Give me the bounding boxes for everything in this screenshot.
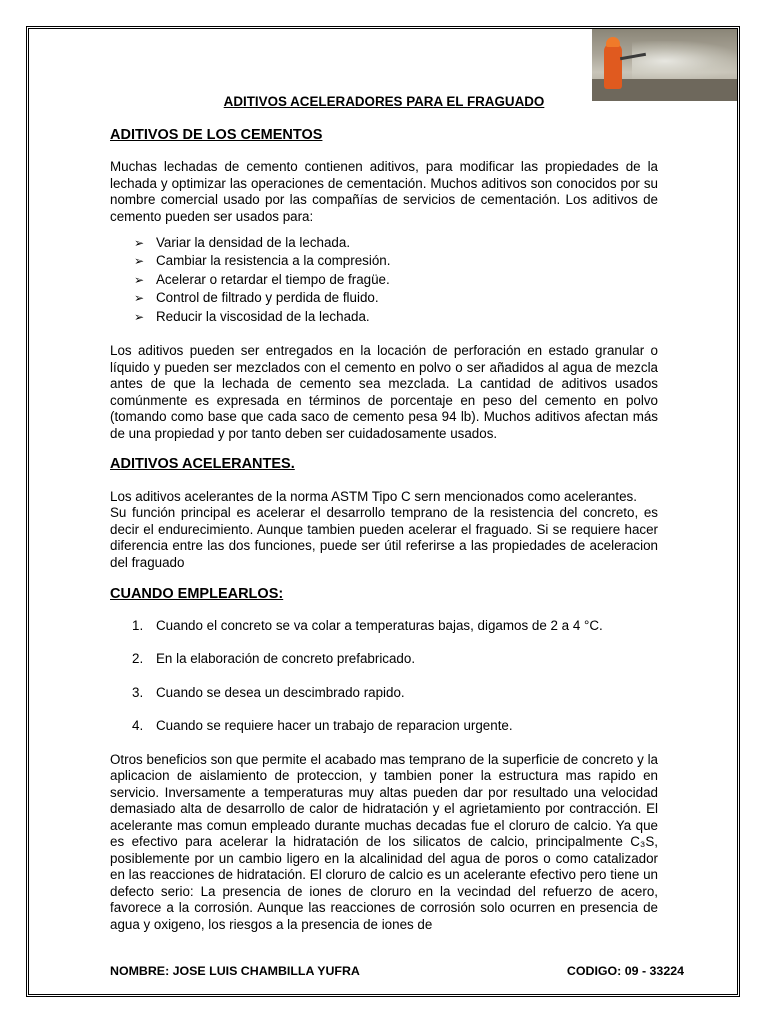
list-item: ➢ Variar la densidad de la lechada. xyxy=(134,234,658,252)
section-heading-acelerantes: ADITIVOS ACELERANTES. xyxy=(110,456,295,473)
list-item: ➢ Reducir la viscosidad de la lechada. xyxy=(134,308,658,326)
arrowhead-bullet-icon: ➢ xyxy=(134,272,145,287)
astm-line: Los aditivos acelerantes de la norma ASTM Tipo C sern mencionados como acelerantes. xyxy=(110,488,637,504)
arrowhead-bullet-icon: ➢ xyxy=(134,236,145,250)
numbered-item: 3. Cuando se desea un descimbrado rapido. xyxy=(132,684,405,700)
when-to-use-list xyxy=(110,618,658,735)
uses-list xyxy=(110,234,658,326)
list-item: ➢ Control de filtrado y perdida de fluido. xyxy=(134,289,658,307)
worker-spraying-concrete-photo xyxy=(592,29,737,101)
document-title: ADITIVOS ACELERADORES PARA EL FRAGUADO xyxy=(223,94,545,109)
helmet xyxy=(606,37,620,47)
spray-cloud xyxy=(632,41,737,81)
numbered-item: 2. En la elaboración de concreto prefabricado. xyxy=(132,651,416,667)
list-item: ➢ Acelerar o retardar el tiempo de fragüe. xyxy=(134,271,658,289)
student-code: CODIGO: 09 - 33224 xyxy=(566,964,684,978)
function-paragraph: Su función principal es acelerar el desarrollo temprano de la resistencia del concreto, es decir el endurecimiento. Aunque tambien pueden acelerar el fraguado. Si se requiere hacer diferencia entre las dos funciones, puede ser útil referirse a las propiedades de aceleracion del fraguado xyxy=(110,505,658,570)
numbered-item: 1. Cuando el concreto se va colar a temperaturas bajas, digamos de 2 a 4 °C. xyxy=(132,617,603,633)
section-heading-cementos: ADITIVOS DE LOS CEMENTOS xyxy=(110,126,323,143)
page-footer xyxy=(110,964,684,980)
intro-paragraph: Muchas lechadas de cemento contienen aditivos, para modificar las propiedades de la lechada y optimizar las operaciones de cementación. Muchos aditivos son conocidos por su nombre comercial usado por las compañías de servicios de cementación. Los aditivos de cemento pueden ser usados para: xyxy=(110,159,658,224)
section-heading-cuando: CUANDO EMPLEARLOS: xyxy=(110,586,284,603)
student-name: NOMBRE: JOSE LUIS CHAMBILLA YUFRA xyxy=(110,964,360,978)
list-item: ➢ Cambiar la resistencia a la compresión. xyxy=(134,252,658,270)
arrowhead-bullet-icon: ➢ xyxy=(134,309,145,324)
worker-figure xyxy=(604,43,622,89)
document-body xyxy=(110,94,658,933)
arrowhead-bullet-icon: ➢ xyxy=(134,254,145,269)
arrowhead-bullet-icon: ➢ xyxy=(134,291,145,306)
benefits-paragraph: Otros beneficios son que permite el acabado mas temprano de la superficie de concreto y la aplicacion de aislamiento de proteccion, y tambien poner la estructura mas rapido en servicio. Inversamente a temperaturas muy altas pueden dar por resultado una velocidad demasiado alta de desarrollo de calor de hidratación y el agrietamiento por contracción. El acelerante mas comun empleado durante muchas decadas fue el cloruro de calcio. Ya que es efectivo para acelerar la hidratación de los silicatos de calcio, principalmente C₃S, posiblemente por un cambio ligero en la alcalinidad del agua de poros o como catalizador en las reacciones de hidratación. El cloruro de calcio es un acelerante efectivo pero tiene un defecto serio: La presencia de iones de cloruro en la vecindad del refuerzo de acero, favorece a la corrosión. Aunque las reacciones de corrosión solo ocurren en presencia de agua y oxigeno, los riesgos a la presencia de iones de xyxy=(110,751,658,932)
numbered-item: 4. Cuando se requiere hacer un trabajo de reparacion urgente. xyxy=(132,718,513,734)
additives-paragraph: Los aditivos pueden ser entregados en la locación de perforación en estado granular o líquido y pueden ser mezclados con el cemento en polvo o ser añadidos al agua de mezcla antes de que la lechada de cemento sea mezclada. La cantidad de aditivos usados comúnmente es expresada en términos de porcentaje en peso del cemento en polvo (tomando como base que cada saco de cemento pesa 94 lb). Muchos aditivos afectan más de una propiedad y por tanto deben ser cuidadosamente usados. xyxy=(110,343,658,441)
